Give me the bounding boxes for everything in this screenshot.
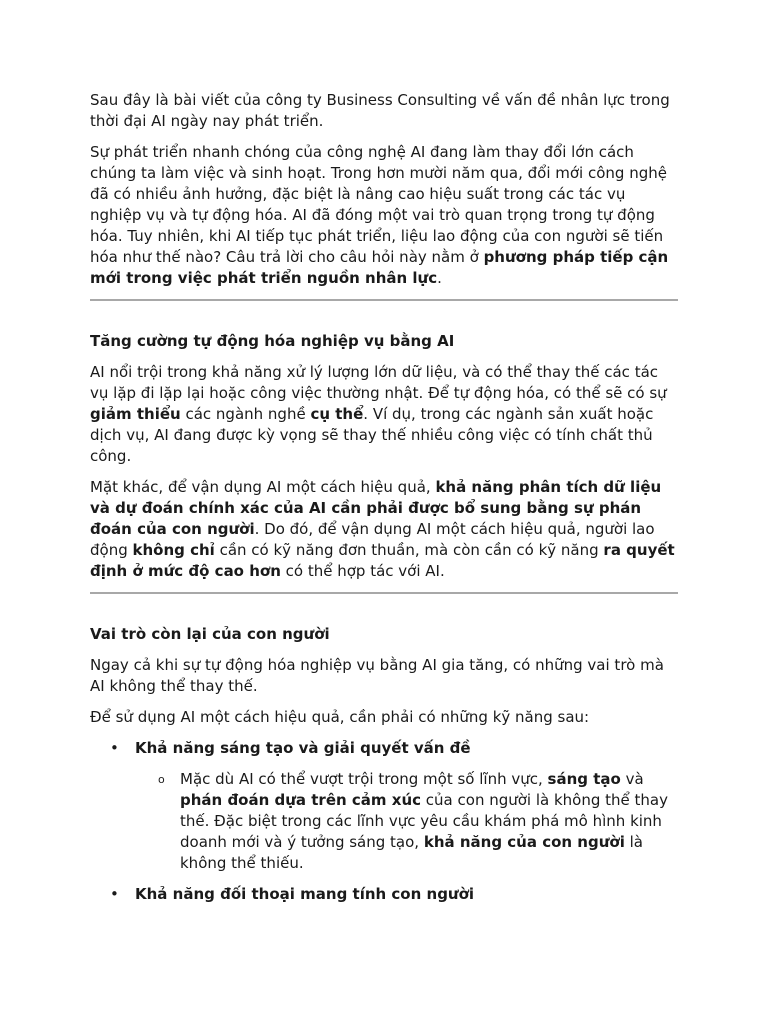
text-run: cần có kỹ năng đơn thuần, mà còn cần có kỹ năng — [214, 541, 604, 559]
bold-run: cụ thể — [310, 405, 364, 423]
intro-paragraph: Sau đây là bài viết của công ty Business Consulting về vấn đề nhân lực trong thời đại AI ngày nay phát triển. — [90, 91, 670, 130]
bold-run: giảm thiểu — [90, 405, 181, 423]
list-item — [90, 884, 678, 905]
text-run: Mặc dù AI có thể vượt trội trong một số lĩnh vực, — [180, 770, 548, 788]
sub-list-item — [135, 769, 678, 874]
bold-run: sáng tạo — [547, 770, 621, 788]
bold-run: khả năng phân tích dữ liệu và dự đoán chính xác của AI cần phải được bổ sung bằng sự phán đoán của con người — [90, 478, 662, 538]
overview-emphasis: phương pháp tiếp cận mới trong việc phát triển nguồn nhân lực — [90, 248, 669, 287]
text-run: các ngành nghề — [180, 405, 311, 423]
human-role-paragraph-2: Để sử dụng AI một cách hiệu quả, cần phải có những kỹ năng sau: — [90, 708, 590, 726]
list-item — [90, 738, 678, 874]
text-run: . Ví dụ, trong các ngành sản xuất hoặc dịch vụ, AI đang được kỳ vọng sẽ thay thế nhiều công việc có tính chất thủ công. — [90, 405, 654, 465]
bullet-icon: • — [110, 885, 119, 903]
bold-run: không chỉ — [132, 541, 215, 559]
automation-paragraph-1 — [90, 362, 678, 467]
bold-run: khả năng của con người — [423, 833, 625, 851]
section-heading-human-role: Vai trò còn lại của con người — [90, 625, 330, 643]
bullet-icon: • — [110, 739, 119, 757]
text-run: và — [620, 770, 644, 788]
section-heading-automation: Tăng cường tự động hóa nghiệp vụ bằng AI — [90, 332, 455, 350]
skill-title-creativity: Khả năng sáng tạo và giải quyết vấn đề — [135, 739, 471, 757]
text-run: . Do đó, để vận dụng AI một cách hiệu quả, người lao động — [90, 520, 655, 559]
human-role-paragraph-1: Ngay cả khi sự tự động hóa nghiệp vụ bằng AI gia tăng, có những vai trò mà AI không thể thay thế. — [90, 656, 664, 695]
overview-paragraph — [90, 142, 678, 289]
automation-paragraph-2 — [90, 477, 678, 582]
overview-text: Sự phát triển nhanh chóng của công nghệ AI đang làm thay đổi lớn cách chúng ta làm việc và sinh hoạt. Trong hơn mười năm qua, đổi mới công nghệ đã có nhiều ảnh hưởng, đặc biệt là nâng cao hiệu suất trong các tác vụ nghiệp vụ và tự động hóa. AI đã đóng một vai trò quan trọng trong tự động hóa. Tuy nhiên, khi AI tiếp tục phát triển, liệu lao động của con người sẽ tiến hóa như thế nào? Câu trả lời cho câu hỏi này nằm ở — [90, 143, 667, 266]
section-divider — [90, 592, 678, 594]
skills-list — [90, 738, 678, 905]
text-run: của con người là không thể thay thế. Đặc biệt trong các lĩnh vực yêu cầu khám phá mô hình kinh doanh mới và ý tưởng sáng tạo, — [180, 791, 668, 851]
skill-title-dialogue: Khả năng đối thoại mang tính con người — [135, 885, 475, 903]
creativity-description — [180, 769, 678, 874]
text-run: Mặt khác, để vận dụng AI một cách hiệu quả, — [90, 478, 436, 496]
text-run: AI nổi trội trong khả năng xử lý lượng lớn dữ liệu, và có thể thay thế các tác vụ lặp đi lặp lại hoặc công việc thường nhật. Để tự động hóa, có thể sẽ có sự — [90, 363, 667, 402]
bold-run: ra quyết định ở mức độ cao hơn — [90, 541, 675, 580]
bold-run: phán đoán dựa trên cảm xúc — [180, 791, 422, 809]
sub-bullet-icon: o — [158, 773, 165, 786]
sub-list — [135, 769, 678, 874]
text-run: là không thể thiếu. — [180, 833, 643, 872]
overview-end: . — [437, 269, 442, 287]
text-run: có thể hợp tác với AI. — [280, 562, 445, 580]
section-divider — [90, 299, 678, 301]
